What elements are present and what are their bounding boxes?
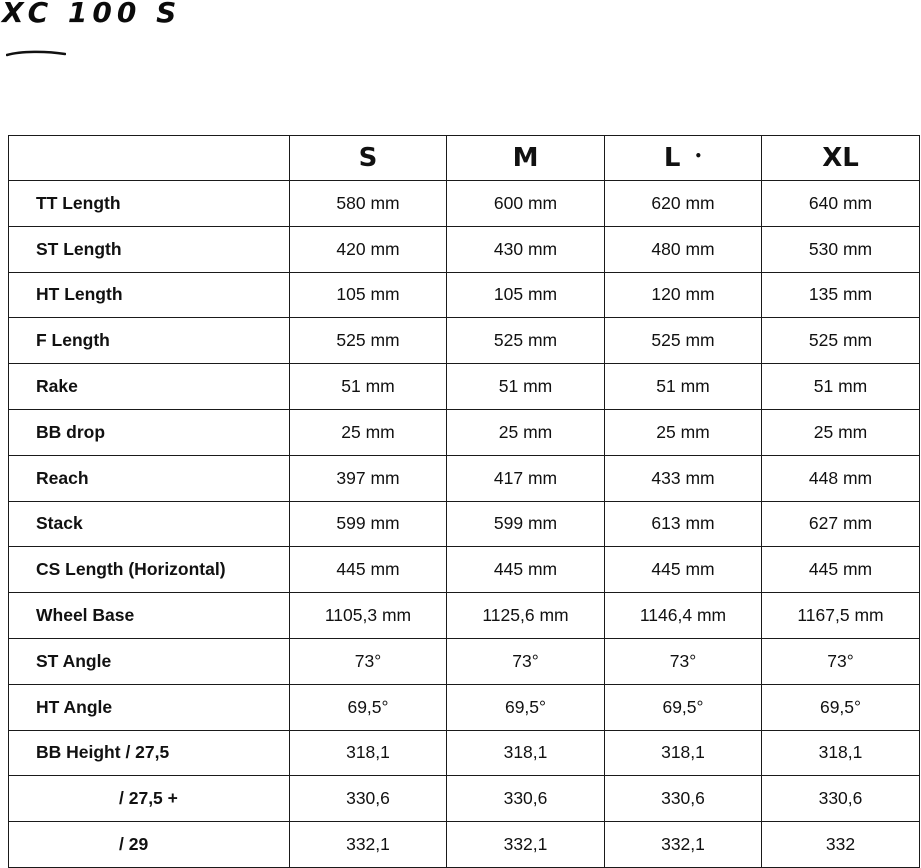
value-cell: 1167,5 mm <box>762 593 920 639</box>
row-label: ST Angle <box>9 638 290 684</box>
row-label: Rake <box>9 364 290 410</box>
table-row <box>9 226 920 272</box>
value-cell: 73° <box>447 638 605 684</box>
table-row <box>9 409 920 455</box>
size-header-xl: XL <box>762 136 920 181</box>
table-row <box>9 593 920 639</box>
size-marker-dot: • <box>694 148 703 163</box>
value-cell: 525 mm <box>605 318 762 364</box>
value-cell: 620 mm <box>605 181 762 227</box>
row-label: F Length <box>9 318 290 364</box>
table-row <box>9 730 920 776</box>
value-cell: 525 mm <box>290 318 447 364</box>
size-header-m: M <box>447 136 605 181</box>
geometry-rows <box>9 181 920 868</box>
value-cell: 25 mm <box>762 409 920 455</box>
value-cell: 69,5° <box>605 684 762 730</box>
value-cell: 330,6 <box>290 776 447 822</box>
table-row <box>9 318 920 364</box>
value-cell: 445 mm <box>605 547 762 593</box>
value-cell: 417 mm <box>447 455 605 501</box>
value-cell: 1146,4 mm <box>605 593 762 639</box>
value-cell: 73° <box>605 638 762 684</box>
value-cell: 73° <box>290 638 447 684</box>
value-cell: 445 mm <box>762 547 920 593</box>
value-cell: 627 mm <box>762 501 920 547</box>
value-cell: 613 mm <box>605 501 762 547</box>
value-cell: 330,6 <box>605 776 762 822</box>
header-corner-cell <box>9 136 290 181</box>
row-label: ST Length <box>9 226 290 272</box>
value-cell: 51 mm <box>762 364 920 410</box>
value-cell: 445 mm <box>447 547 605 593</box>
value-cell: 420 mm <box>290 226 447 272</box>
value-cell: 332,1 <box>290 822 447 868</box>
value-cell: 445 mm <box>290 547 447 593</box>
value-cell: 480 mm <box>605 226 762 272</box>
table-row <box>9 455 920 501</box>
table-row <box>9 776 920 822</box>
value-cell: 1125,6 mm <box>447 593 605 639</box>
size-header-l: L • <box>605 136 762 181</box>
row-label: Reach <box>9 455 290 501</box>
row-label: BB Height / 27,5 <box>9 730 290 776</box>
value-cell: 25 mm <box>605 409 762 455</box>
value-cell: 69,5° <box>290 684 447 730</box>
value-cell: 105 mm <box>290 272 447 318</box>
geometry-table <box>8 135 920 868</box>
value-cell: 530 mm <box>762 226 920 272</box>
value-cell: 433 mm <box>605 455 762 501</box>
value-cell: 332 <box>762 822 920 868</box>
value-cell: 120 mm <box>605 272 762 318</box>
table-row <box>9 272 920 318</box>
table-row <box>9 822 920 868</box>
value-cell: 430 mm <box>447 226 605 272</box>
value-cell: 69,5° <box>762 684 920 730</box>
value-cell: 332,1 <box>447 822 605 868</box>
value-cell: 69,5° <box>447 684 605 730</box>
value-cell: 135 mm <box>762 272 920 318</box>
value-cell: 448 mm <box>762 455 920 501</box>
value-cell: 73° <box>762 638 920 684</box>
size-header-s: S <box>290 136 447 181</box>
row-label: CS Length (Horizontal) <box>9 547 290 593</box>
row-label: Wheel Base <box>9 593 290 639</box>
table-row <box>9 684 920 730</box>
value-cell: 600 mm <box>447 181 605 227</box>
table-row <box>9 638 920 684</box>
value-cell: 580 mm <box>290 181 447 227</box>
geometry-table-container <box>8 135 919 866</box>
value-cell: 330,6 <box>762 776 920 822</box>
value-cell: 525 mm <box>762 318 920 364</box>
value-cell: 105 mm <box>447 272 605 318</box>
table-row <box>9 181 920 227</box>
table-row <box>9 501 920 547</box>
value-cell: 599 mm <box>447 501 605 547</box>
row-label: TT Length <box>9 181 290 227</box>
value-cell: 318,1 <box>290 730 447 776</box>
value-cell: 525 mm <box>447 318 605 364</box>
row-label: / 27,5 + <box>9 776 290 822</box>
value-cell: 318,1 <box>447 730 605 776</box>
value-cell: 51 mm <box>447 364 605 410</box>
value-cell: 332,1 <box>605 822 762 868</box>
row-label: BB drop <box>9 409 290 455</box>
page-title: XC 100 S <box>2 0 182 29</box>
value-cell: 330,6 <box>447 776 605 822</box>
value-cell: 318,1 <box>605 730 762 776</box>
value-cell: 51 mm <box>605 364 762 410</box>
row-label: HT Length <box>9 272 290 318</box>
value-cell: 318,1 <box>762 730 920 776</box>
title-underline <box>6 50 66 58</box>
value-cell: 1105,3 mm <box>290 593 447 639</box>
size-header-row <box>9 136 920 181</box>
value-cell: 397 mm <box>290 455 447 501</box>
row-label: / 29 <box>9 822 290 868</box>
value-cell: 25 mm <box>290 409 447 455</box>
row-label: HT Angle <box>9 684 290 730</box>
table-row <box>9 364 920 410</box>
table-row <box>9 547 920 593</box>
value-cell: 25 mm <box>447 409 605 455</box>
value-cell: 599 mm <box>290 501 447 547</box>
value-cell: 51 mm <box>290 364 447 410</box>
row-label: Stack <box>9 501 290 547</box>
value-cell: 640 mm <box>762 181 920 227</box>
